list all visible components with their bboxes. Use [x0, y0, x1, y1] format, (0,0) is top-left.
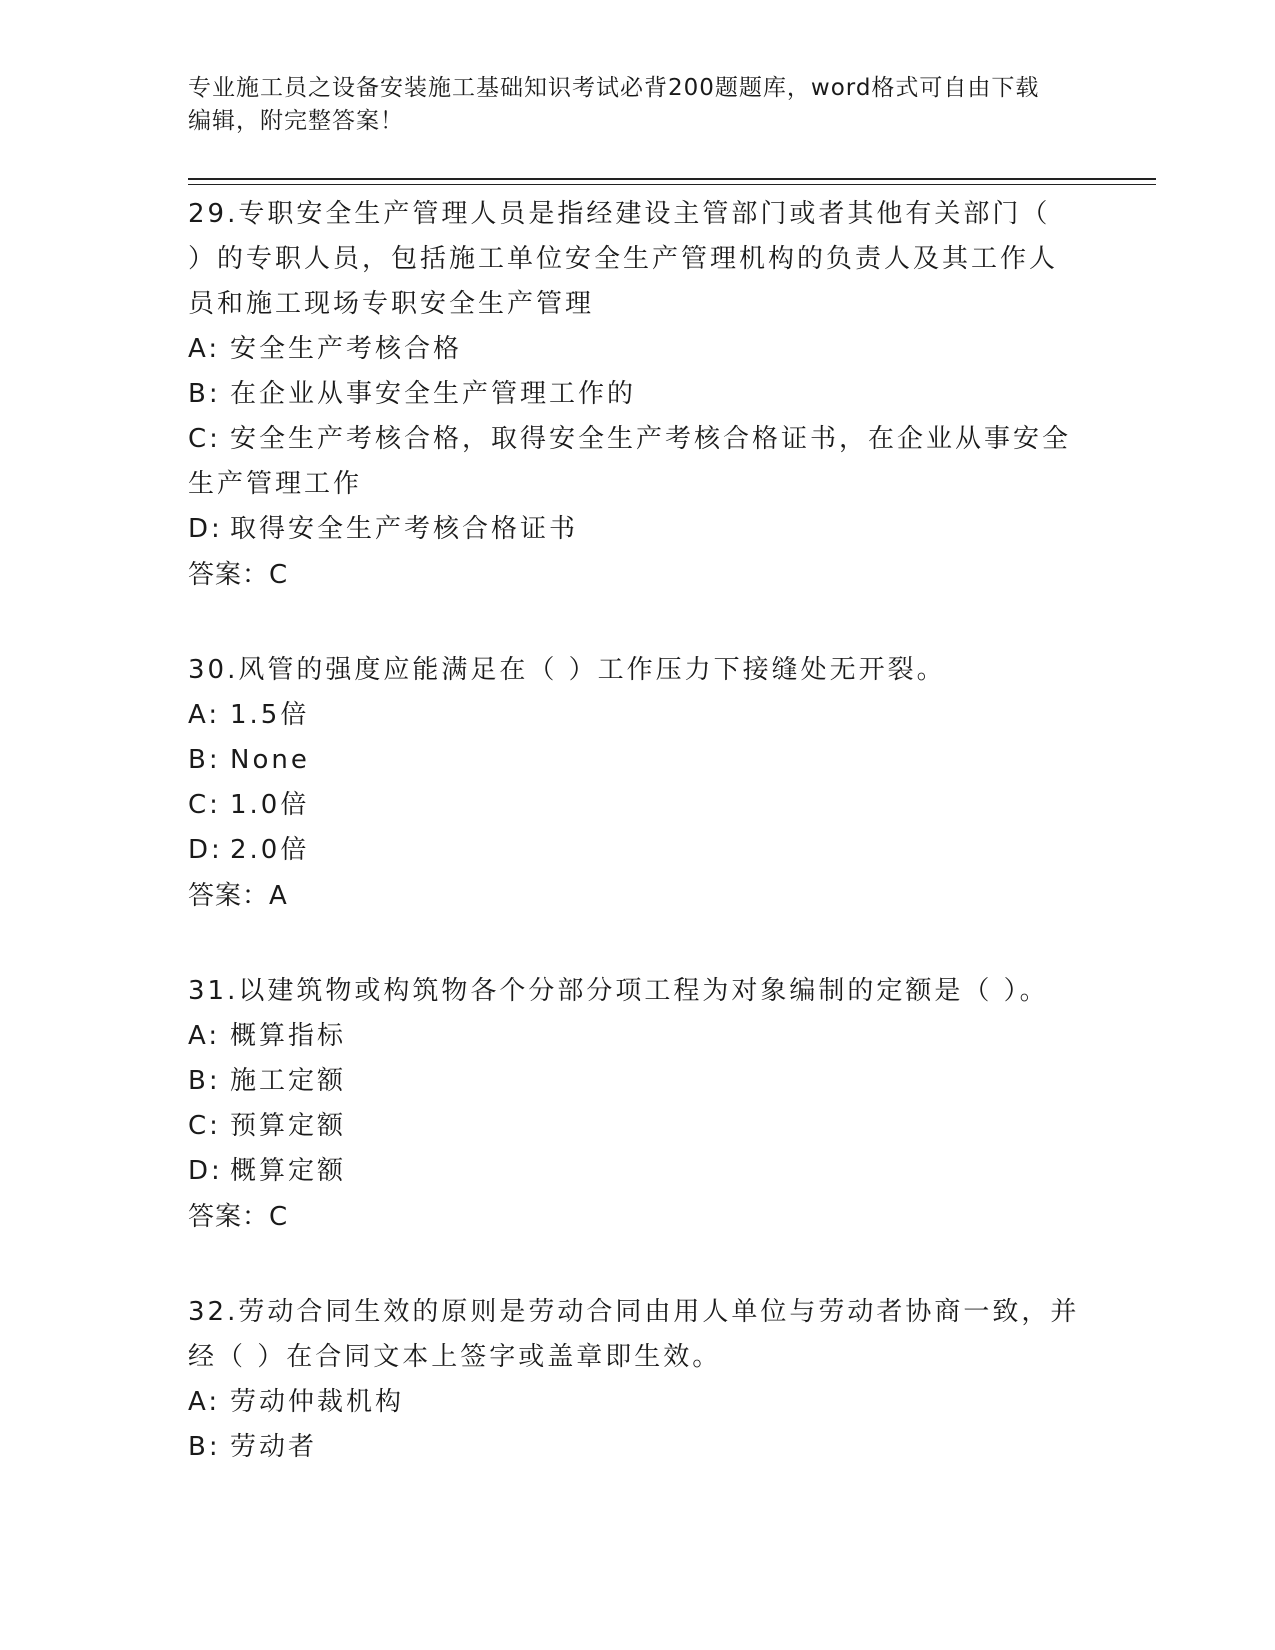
option-label: B:	[188, 1066, 221, 1096]
option-text	[188, 1425, 1088, 1470]
question-text: 32.劳动合同生效的原则是劳动合同由用人单位与劳动者协商一致，并	[188, 1297, 1080, 1327]
option-label: B:	[188, 1432, 221, 1462]
option-value: 1.0倍	[230, 790, 310, 820]
question-block	[188, 1290, 1088, 1470]
answer-text: 答案：C	[188, 560, 289, 590]
question-list	[188, 192, 1088, 1520]
question-block	[188, 192, 1088, 598]
answer-text: 答案：A	[188, 881, 288, 911]
option-label: D:	[188, 835, 223, 865]
option-text	[188, 828, 1088, 873]
option-value: 劳动者	[230, 1432, 318, 1462]
option-text	[188, 693, 1088, 738]
option-value: 2.0倍	[230, 835, 310, 865]
option-label: B:	[188, 379, 221, 409]
header-divider-thin	[188, 184, 1156, 185]
option-value: 概算定额	[230, 1156, 347, 1186]
option-value: 劳动仲裁机构	[230, 1387, 405, 1417]
question-text: 员和施工现场专职安全生产管理	[188, 289, 595, 319]
option-text	[188, 507, 1088, 552]
option-value: 安全生产考核合格	[230, 334, 463, 364]
document-header	[188, 72, 1068, 138]
option-value: 施工定额	[230, 1066, 347, 1096]
option-label: C:	[188, 424, 221, 454]
option-value: 取得安全生产考核合格证书	[230, 514, 579, 544]
option-value: 预算定额	[230, 1111, 347, 1141]
question-text: 29.专职安全生产管理人员是指经建设主管部门或者其他有关部门（	[188, 199, 1051, 229]
option-value: 1.5倍	[230, 700, 310, 730]
option-text	[188, 1104, 1088, 1149]
header-divider-thick	[188, 178, 1156, 180]
option-text	[188, 417, 1088, 462]
option-label: C:	[188, 1111, 221, 1141]
question-text: ）的专职人员，包括施工单位安全生产管理机构的负责人及其工作人	[188, 244, 1059, 274]
option-label: A:	[188, 700, 221, 730]
question-block	[188, 648, 1088, 919]
option-text	[188, 1014, 1088, 1059]
question-text: 30.风管的强度应能满足在（ ）工作压力下接缝处无开裂。	[188, 655, 946, 685]
option-text	[188, 1149, 1088, 1194]
option-label: C:	[188, 790, 221, 820]
header-line-1: 专业施工员之设备安装施工基础知识考试必背200题题库，word格式可自由下载	[188, 75, 1040, 101]
option-text	[188, 783, 1088, 828]
option-value: None	[230, 745, 310, 775]
option-text	[188, 1380, 1088, 1425]
option-label: A:	[188, 1021, 221, 1051]
option-text: 生产管理工作	[188, 469, 363, 499]
option-text	[188, 1059, 1088, 1104]
option-value: 概算指标	[230, 1021, 347, 1051]
question-block	[188, 969, 1088, 1240]
option-text	[188, 738, 1088, 783]
option-value: 在企业从事安全生产管理工作的	[230, 379, 637, 409]
header-line-2: 编辑，附完整答案！	[188, 108, 404, 134]
option-label: D:	[188, 1156, 223, 1186]
option-text	[188, 327, 1088, 372]
option-label: A:	[188, 1387, 221, 1417]
option-text	[188, 372, 1088, 417]
option-label: B:	[188, 745, 221, 775]
option-label: A:	[188, 334, 221, 364]
question-text: 31.以建筑物或构筑物各个分部分项工程为对象编制的定额是（ ）。	[188, 976, 1049, 1006]
option-value: 安全生产考核合格，取得安全生产考核合格证书，在企业从事安全	[230, 424, 1072, 454]
option-label: D:	[188, 514, 223, 544]
answer-text: 答案：C	[188, 1202, 289, 1232]
question-text: 经（ ）在合同文本上签字或盖章即生效。	[188, 1342, 722, 1372]
